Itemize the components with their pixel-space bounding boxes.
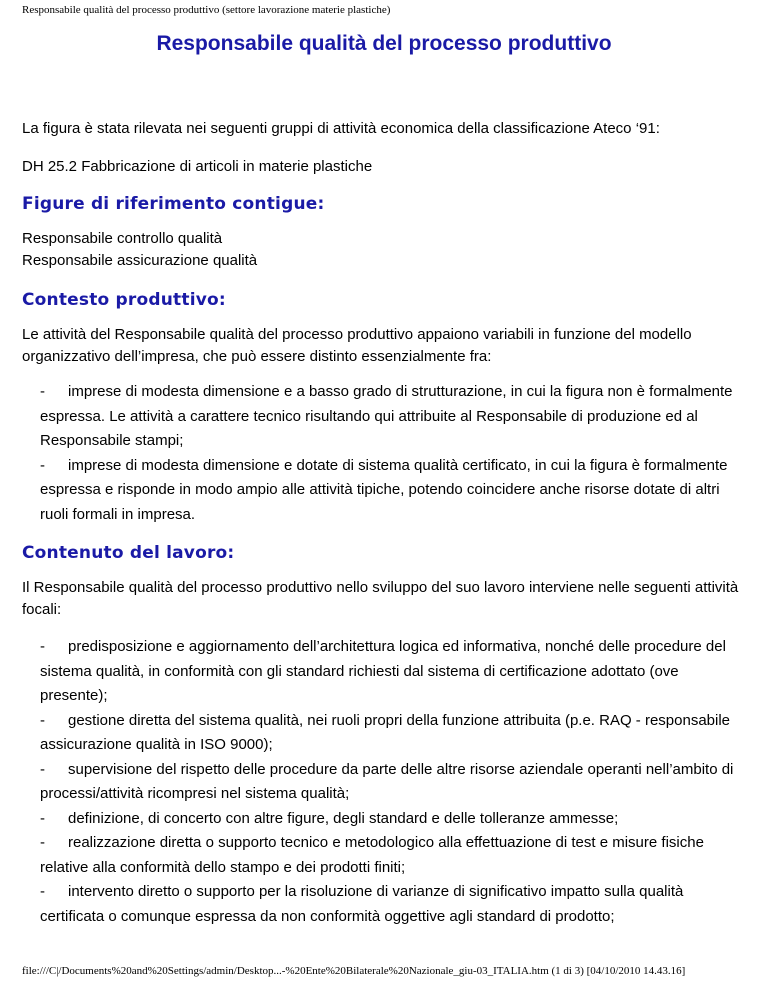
list-item: - realizzazione diretta o supporto tecnico e metodologico alla effettuazione di test e misure fisiche relative alla conformità dello stampo e dei prodotti finiti; xyxy=(40,831,750,880)
section-heading-contesto: Contesto produttivo: xyxy=(22,290,226,310)
list-item: - imprese di modesta dimensione e a basso grado di strutturazione, in cui la figura non è formalmente espressa. Le attività a carattere tecnico risultando qui attribuite al Responsabile di produzione ed al Responsabile stampi; xyxy=(40,380,750,454)
document-body xyxy=(22,118,746,929)
list-item: - imprese di modesta dimensione e dotate di sistema qualità certificato, in cui la figura è formalmente espressa e risponde in modo ampio alle attività tipiche, potendo coincidere anche risorse dotate di altri ruoli formali in impresa. xyxy=(40,454,750,528)
page-header: Responsabile qualità del processo produttivo (settore lavorazione materie plastiche) xyxy=(22,4,391,16)
list-item: - intervento diretto o supporto per la risoluzione di varianze di significativo impatto sulla qualità certificata o comunque espressa da non conformità oggettive agli standard di prodotto; xyxy=(40,880,750,929)
list-item: - definizione, di concerto con altre figure, degli standard e delle tolleranze ammesse; xyxy=(40,807,750,832)
dash-marker: - xyxy=(40,809,45,827)
intro-paragraph: La figura è stata rilevata nei seguenti gruppi di attività economica della classificazione Ateco ‘91: xyxy=(22,120,660,137)
list-item: - predisposizione e aggiornamento dell’architettura logica ed informativa, nonché delle procedure del sistema qualità, in conformità con gli standard richiesti dal sistema di certificazione adottato (ove presente); xyxy=(40,635,750,709)
figure-contigue-item: Responsabile controllo qualità xyxy=(22,230,223,247)
dash-marker: - xyxy=(40,638,45,655)
dash-marker: - xyxy=(40,383,45,400)
list-item: - supervisione del rispetto delle procedure da parte delle altre risorse aziendale operanti nell’ambito di processi/attività ricompresi nel sistema qualità; xyxy=(40,758,750,807)
dash-marker: - xyxy=(40,834,45,851)
page-footer: file:///C|/Documents%20and%20Settings/admin/Desktop...-%20Ente%20Bilaterale%20Nazionale_giu-03_ITALIA.htm (1 di 3) [04/10/2010 14.43.16] xyxy=(22,965,686,977)
activity-group: DH 25.2 Fabbricazione di articoli in materie plastiche xyxy=(22,158,373,175)
contesto-paragraph: Le attività del Responsabile qualità del processo produttivo appaiono variabili in funzione del modello organizzativo dell’impresa, che può essere distinto essenzialmente fra: xyxy=(22,326,692,365)
section-heading-figure-contigue: Figure di riferimento contigue: xyxy=(22,194,325,214)
section-heading-contenuto: Contenuto del lavoro: xyxy=(22,543,235,563)
dash-marker: - xyxy=(40,711,45,729)
figure-contigue-item: Responsabile assicurazione qualità xyxy=(22,252,258,269)
contenuto-list xyxy=(22,635,750,929)
dash-marker: - xyxy=(40,883,45,900)
contesto-list xyxy=(22,380,750,527)
page-title: Responsabile qualità del processo produttivo xyxy=(156,32,612,55)
dash-marker: - xyxy=(40,456,45,474)
contenuto-paragraph: Il Responsabile qualità del processo produttivo nello sviluppo del suo lavoro interviene nelle seguenti attività focali: xyxy=(22,579,739,618)
list-item: - gestione diretta del sistema qualità, nei ruoli propri della funzione attribuita (p.e. RAQ - responsabile assicurazione qualità in ISO 9000); xyxy=(40,709,750,758)
dash-marker: - xyxy=(40,760,45,778)
